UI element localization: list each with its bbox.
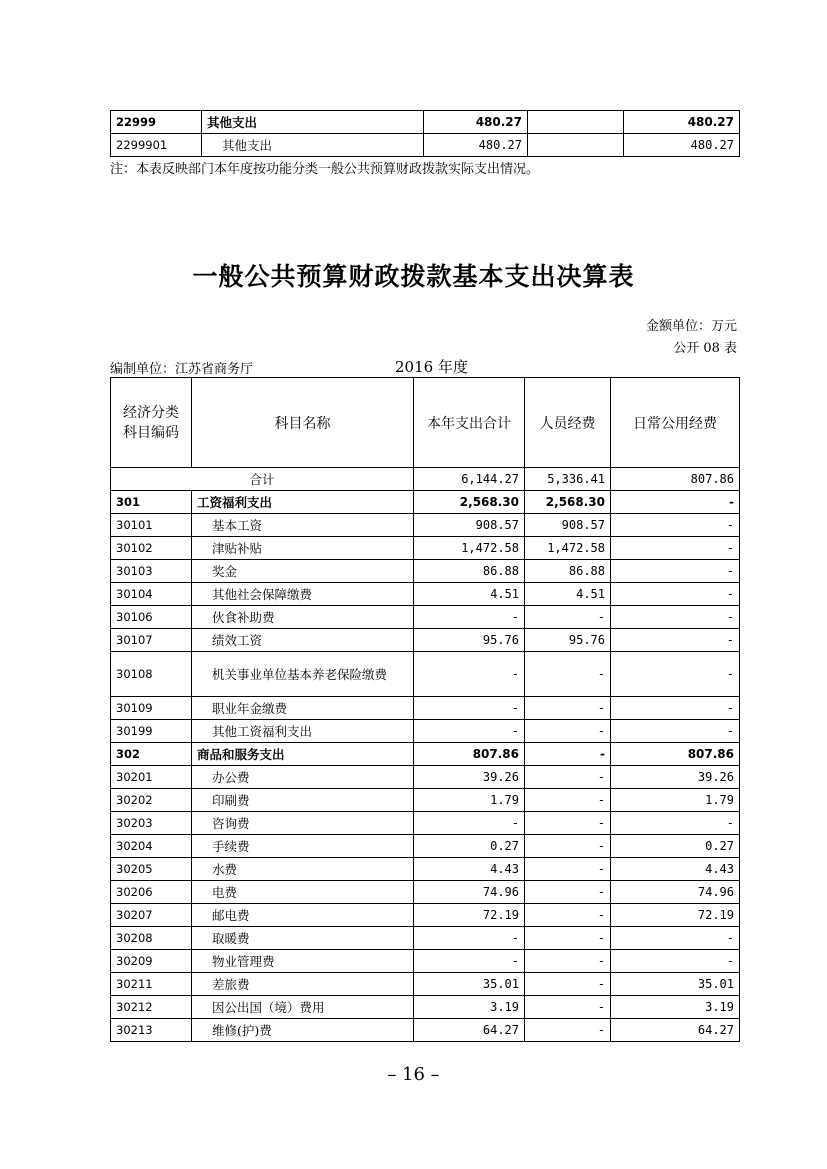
row-total: - [414, 652, 525, 697]
row-public: 3.19 [611, 996, 740, 1019]
row-personnel: - [525, 835, 611, 858]
table-row [111, 950, 740, 973]
row-code: 30108 [111, 652, 192, 697]
row-public: 35.01 [611, 973, 740, 996]
row-public: - [611, 583, 740, 606]
row-code: 30211 [111, 973, 192, 996]
row-name: 邮电费 [192, 904, 414, 927]
row-name: 其他工资福利支出 [192, 720, 414, 743]
table-row [111, 766, 740, 789]
row-public: - [611, 560, 740, 583]
row-public: - [611, 697, 740, 720]
table-note: 注：本表反映部门本年度按功能分类一般公共预算财政拨款实际支出情况。 [110, 162, 540, 177]
row-total: 4.51 [414, 583, 525, 606]
row-code: 30207 [111, 904, 192, 927]
row-personnel: - [525, 697, 611, 720]
row-personnel: - [525, 973, 611, 996]
row-code: 30104 [111, 583, 192, 606]
row-personnel: - [525, 996, 611, 1019]
row-name: 取暖费 [192, 927, 414, 950]
table-row [111, 835, 740, 858]
table-row [111, 583, 740, 606]
table-row [111, 858, 740, 881]
table-row [111, 720, 740, 743]
page-title: 一般公共预算财政拨款基本支出决算表 [192, 262, 635, 291]
row-mid [528, 134, 624, 157]
row-total: 95.76 [414, 629, 525, 652]
row-personnel: - [525, 904, 611, 927]
row-code: 30212 [111, 996, 192, 1019]
sum-label: 合计 [111, 468, 414, 491]
sum-total: 6,144.27 [414, 468, 525, 491]
row-name: 其他支出 [202, 111, 424, 134]
row-code: 30206 [111, 881, 192, 904]
row-right: 480.27 [624, 111, 740, 134]
row-public: 4.43 [611, 858, 740, 881]
header-personnel: 人员经费 [525, 378, 611, 468]
row-total: 480.27 [424, 134, 528, 157]
header-public: 日常公用经费 [611, 378, 740, 468]
row-total: 64.27 [414, 1019, 525, 1042]
row-name: 商品和服务支出 [192, 743, 414, 766]
fiscal-year: 2016 年度 [395, 358, 468, 376]
table-row [111, 881, 740, 904]
row-public: - [611, 491, 740, 514]
row-public: - [611, 927, 740, 950]
row-name: 差旅费 [192, 973, 414, 996]
row-personnel: - [525, 766, 611, 789]
row-public: 807.86 [611, 743, 740, 766]
row-total: - [414, 950, 525, 973]
row-code: 2299901 [111, 134, 202, 157]
row-personnel: - [525, 950, 611, 973]
row-code: 30106 [111, 606, 192, 629]
table-row [111, 743, 740, 766]
row-code: 30109 [111, 697, 192, 720]
row-public: - [611, 537, 740, 560]
row-personnel: 95.76 [525, 629, 611, 652]
row-total: 74.96 [414, 881, 525, 904]
row-public: - [611, 652, 740, 697]
row-name: 手续费 [192, 835, 414, 858]
row-name: 其他支出 [202, 134, 424, 157]
row-name: 水费 [192, 858, 414, 881]
amount-unit: 金额单位：万元 [645, 319, 737, 334]
row-total: - [414, 697, 525, 720]
row-name: 机关事业单位基本养老保险缴费 [192, 652, 414, 697]
row-name: 印刷费 [192, 789, 414, 812]
row-personnel: - [525, 652, 611, 697]
row-total: 35.01 [414, 973, 525, 996]
table-row [111, 927, 740, 950]
row-code: 30205 [111, 858, 192, 881]
compiling-unit: 编制单位：江苏省商务厅 [110, 362, 254, 377]
table-row [111, 514, 740, 537]
row-personnel: - [525, 812, 611, 835]
row-personnel: 4.51 [525, 583, 611, 606]
table-row [111, 560, 740, 583]
row-code: 302 [111, 743, 192, 766]
row-code: 30101 [111, 514, 192, 537]
table-row [111, 812, 740, 835]
basic-expenditure-table [110, 377, 740, 1042]
header-code: 经济分类科目编码 [111, 378, 192, 468]
row-name: 其他社会保障缴费 [192, 583, 414, 606]
row-total: 3.19 [414, 996, 525, 1019]
row-total: 1,472.58 [414, 537, 525, 560]
row-total: - [414, 812, 525, 835]
row-personnel: - [525, 881, 611, 904]
table-row [111, 652, 740, 697]
row-public: 39.26 [611, 766, 740, 789]
header-name: 科目名称 [192, 378, 414, 468]
row-personnel: 1,472.58 [525, 537, 611, 560]
table-row [111, 134, 740, 157]
row-total: 39.26 [414, 766, 525, 789]
row-public: - [611, 629, 740, 652]
row-name: 伙食补助费 [192, 606, 414, 629]
table-row [111, 629, 740, 652]
table-header-row [111, 378, 740, 468]
table-row [111, 904, 740, 927]
row-public: 74.96 [611, 881, 740, 904]
row-personnel: - [525, 720, 611, 743]
row-personnel: - [525, 927, 611, 950]
row-personnel: - [525, 789, 611, 812]
row-code: 22999 [111, 111, 202, 134]
row-name: 物业管理费 [192, 950, 414, 973]
row-name: 维修(护)费 [192, 1019, 414, 1042]
row-personnel: - [525, 606, 611, 629]
row-name: 咨询费 [192, 812, 414, 835]
row-code: 30202 [111, 789, 192, 812]
row-code: 30209 [111, 950, 192, 973]
row-right: 480.27 [624, 134, 740, 157]
row-code: 30199 [111, 720, 192, 743]
row-total: 807.86 [414, 743, 525, 766]
function-classification-table [110, 110, 740, 157]
row-name: 绩效工资 [192, 629, 414, 652]
row-public: 0.27 [611, 835, 740, 858]
table-row [111, 1019, 740, 1042]
row-name: 办公费 [192, 766, 414, 789]
table-row [111, 789, 740, 812]
table-row [111, 606, 740, 629]
table-row [111, 697, 740, 720]
row-total: 2,568.30 [414, 491, 525, 514]
table-row [111, 111, 740, 134]
row-total: 908.57 [414, 514, 525, 537]
row-total: 72.19 [414, 904, 525, 927]
row-total: - [414, 927, 525, 950]
row-personnel: - [525, 1019, 611, 1042]
row-code: 30107 [111, 629, 192, 652]
row-public: - [611, 720, 740, 743]
header-total: 本年支出合计 [414, 378, 525, 468]
row-public: 64.27 [611, 1019, 740, 1042]
row-name: 工资福利支出 [192, 491, 414, 514]
row-name: 因公出国（境）费用 [192, 996, 414, 1019]
row-code: 30203 [111, 812, 192, 835]
row-total: 86.88 [414, 560, 525, 583]
row-name: 电费 [192, 881, 414, 904]
row-public: - [611, 606, 740, 629]
row-personnel: 2,568.30 [525, 491, 611, 514]
row-mid [528, 111, 624, 134]
sum-row [111, 468, 740, 491]
row-public: 72.19 [611, 904, 740, 927]
row-name: 职业年金缴费 [192, 697, 414, 720]
table-row [111, 491, 740, 514]
row-total: - [414, 606, 525, 629]
row-public: - [611, 950, 740, 973]
row-name: 基本工资 [192, 514, 414, 537]
row-personnel: - [525, 743, 611, 766]
row-code: 30102 [111, 537, 192, 560]
row-total: - [414, 720, 525, 743]
row-code: 30103 [111, 560, 192, 583]
table-row [111, 996, 740, 1019]
sum-personnel: 5,336.41 [525, 468, 611, 491]
row-total: 4.43 [414, 858, 525, 881]
table-row [111, 537, 740, 560]
row-total: 1.79 [414, 789, 525, 812]
sum-public: 807.86 [611, 468, 740, 491]
row-code: 30204 [111, 835, 192, 858]
row-public: - [611, 812, 740, 835]
table-row [111, 973, 740, 996]
row-name: 津贴补贴 [192, 537, 414, 560]
page-number: – 16 – [387, 1064, 440, 1085]
row-total: 0.27 [414, 835, 525, 858]
row-code: 301 [111, 491, 192, 514]
row-code: 30213 [111, 1019, 192, 1042]
row-public: 1.79 [611, 789, 740, 812]
row-personnel: 908.57 [525, 514, 611, 537]
row-name: 奖金 [192, 560, 414, 583]
row-code: 30208 [111, 927, 192, 950]
row-total: 480.27 [424, 111, 528, 134]
row-code: 30201 [111, 766, 192, 789]
form-number: 公开 08 表 [673, 341, 737, 356]
row-public: - [611, 514, 740, 537]
row-personnel: - [525, 858, 611, 881]
row-personnel: 86.88 [525, 560, 611, 583]
